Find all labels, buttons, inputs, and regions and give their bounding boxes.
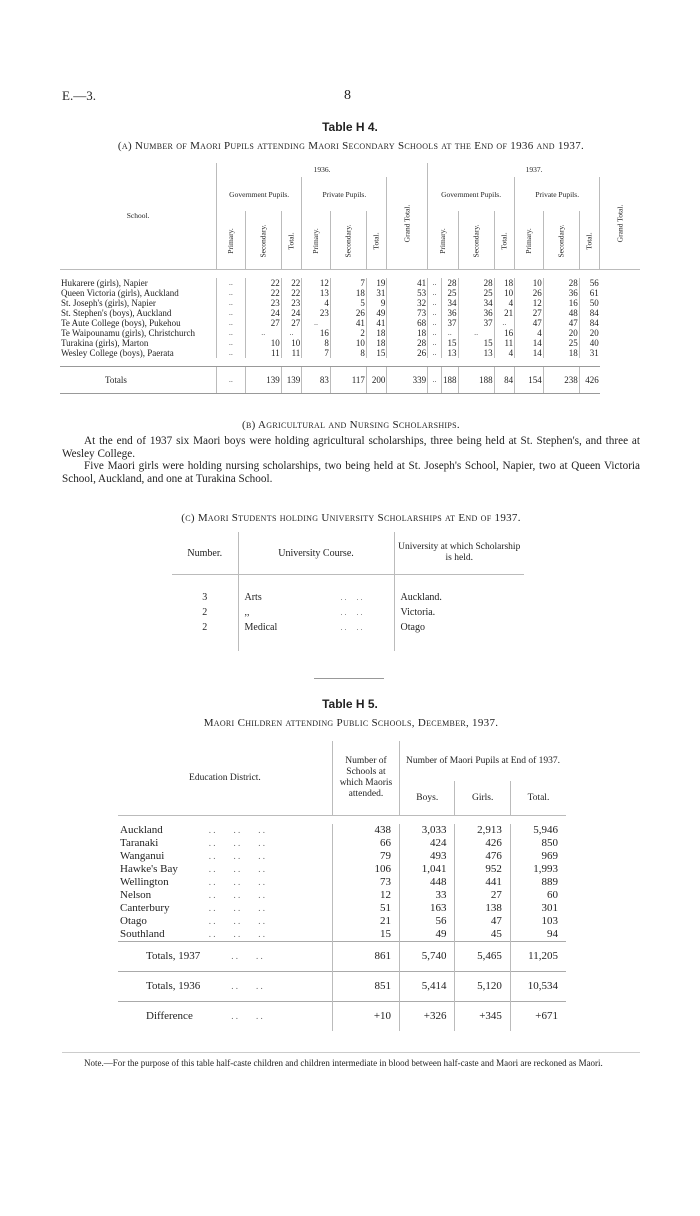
table-row (60, 288, 640, 298)
girls-count: +345 (455, 1002, 510, 1032)
schools-column-header: Number of Schools at which Maoris attended. (332, 741, 399, 816)
total-count: 850 (510, 837, 566, 850)
table-cell: .. (428, 348, 442, 358)
boys-count: 56 (400, 915, 455, 928)
table-cell: 7 (302, 348, 331, 358)
table-cell: 238 (543, 367, 579, 394)
table-cell: 36 (543, 288, 579, 298)
table-cell: .. (442, 328, 459, 338)
table-cell: 188 (458, 367, 494, 394)
table-cell: 16 (494, 328, 515, 338)
leader-dots: . . . . (202, 972, 332, 1002)
school-name: Wesley College (boys), Paerata (61, 348, 174, 358)
table-row (60, 298, 640, 308)
leader-dots: . . . . . . (204, 877, 265, 887)
table-cell: .. (217, 288, 246, 298)
table-cell: 10 (494, 288, 515, 298)
grand-total-1936-header: Grand Total. (402, 204, 412, 242)
primary-priv-1937-header: Primary. (523, 227, 533, 254)
total-count: 969 (510, 850, 566, 863)
table-cell: 200 (366, 367, 387, 394)
table-cell: 7 (330, 278, 366, 288)
boys-count: +326 (400, 1002, 455, 1032)
page-number: 8 (344, 88, 351, 103)
table-cell: .. (428, 298, 442, 308)
table-cell: .. (217, 298, 246, 308)
table-row (118, 863, 566, 876)
boys-count: 3,033 (400, 824, 455, 837)
private-pupils-1937-header: Private Pupils. (515, 177, 600, 211)
table-cell: .. (217, 367, 246, 394)
table-cell: 23 (281, 298, 302, 308)
total-count: 103 (510, 915, 566, 928)
table-cell: 37 (442, 318, 459, 328)
summary-label: Totals, 1936 (118, 972, 202, 1002)
total-gov-1937-header: Total. (499, 231, 509, 250)
table-cell: 22 (245, 278, 281, 288)
table-cell: .. (217, 318, 246, 328)
district-name: Auckland (120, 824, 163, 836)
table-cell: .. (428, 288, 442, 298)
school-name: Turakina (girls), Marton (61, 338, 149, 348)
table-cell: 18 (366, 338, 387, 348)
boys-count: 448 (400, 876, 455, 889)
table-cell: 4 (302, 298, 331, 308)
table-cell: 47 (515, 318, 544, 328)
private-pupils-1936-header: Private Pupils. (302, 177, 387, 211)
table-cell: 34 (442, 298, 459, 308)
leader-dots: . . . . (202, 942, 332, 972)
table-cell: 84 (494, 367, 515, 394)
table-cell: 28 (543, 278, 579, 288)
table-cell: 10 (330, 338, 366, 348)
table-cell: 18 (330, 288, 366, 298)
table-cell: 53 (387, 288, 428, 298)
primary-1936-header: Primary. (225, 227, 235, 254)
table-cell: 13 (442, 348, 459, 358)
table-cell: .. (217, 338, 246, 348)
table-cell: .. (428, 338, 442, 348)
table-cell: .. (428, 278, 442, 288)
table-cell: 23 (245, 298, 281, 308)
table-cell: 84 (579, 318, 600, 328)
table-cell: 27 (515, 308, 544, 318)
university-cell: Otago (394, 620, 524, 635)
table-cell: 19 (366, 278, 387, 288)
table-row (118, 889, 566, 902)
table-cell: .. (302, 318, 331, 328)
table-row (60, 328, 640, 338)
table-cell: 13 (302, 288, 331, 298)
table-row (118, 928, 566, 942)
total-priv-1937-header: Total. (584, 231, 594, 250)
table-cell: .. (245, 328, 281, 338)
university-cell: Victoria. (394, 605, 524, 620)
table-row (118, 902, 566, 915)
table-cell: .. (428, 367, 442, 394)
leader-dots: . . . . . . (204, 838, 265, 848)
boys-count: 5,414 (400, 972, 455, 1002)
gov-pupils-1936-header: Government Pupils. (217, 177, 302, 211)
table-cell: .. (428, 308, 442, 318)
table-cell: 48 (543, 308, 579, 318)
schools-count: 79 (332, 850, 399, 863)
total-count: 94 (510, 928, 566, 942)
girls-count: 476 (455, 850, 510, 863)
total-count: 889 (510, 876, 566, 889)
footnote-text: Note.—For the purpose of this table half-caste children and children intermediate in blood between half-caste and Maori are reckoned as Maori. (84, 1058, 603, 1068)
table-cell: .. (494, 318, 515, 328)
table-cell: 2 (330, 328, 366, 338)
table-cell: 26 (330, 308, 366, 318)
schools-count: 12 (332, 889, 399, 902)
school-name: Queen Victoria (girls), Auckland (61, 288, 179, 298)
total-count: 60 (510, 889, 566, 902)
district-name: Wanganui (120, 850, 165, 862)
table-cell: 15 (366, 348, 387, 358)
leader-dots: . . . . . . (204, 864, 265, 874)
table-cell: 27 (245, 318, 281, 328)
totals-row (60, 367, 640, 394)
district-name: Wellington (120, 876, 169, 888)
table-cell: 47 (543, 318, 579, 328)
table-row (172, 590, 524, 605)
table-cell: .. (217, 328, 246, 338)
table-row (172, 620, 524, 635)
agri-text (62, 435, 640, 485)
boys-count: 493 (400, 850, 455, 863)
table-cell: 50 (579, 298, 600, 308)
table-cell: 25 (442, 288, 459, 298)
table-cell: 73 (387, 308, 428, 318)
schools-count: 106 (332, 863, 399, 876)
total-count: 301 (510, 902, 566, 915)
totals-label: Totals (60, 367, 217, 394)
scholar-count: 2 (202, 607, 208, 618)
schools-count: 51 (332, 902, 399, 915)
course-cell: Medical . . . . (238, 620, 394, 635)
table-row (118, 837, 566, 850)
district-column-header: Education District. (189, 772, 261, 783)
table-h5-caption: Maori Children attending Public Schools, December, 1937. (203, 717, 499, 729)
girls-count: 952 (455, 863, 510, 876)
table-cell: .. (217, 348, 246, 358)
table-cell: 20 (543, 328, 579, 338)
girls-count: 45 (455, 928, 510, 942)
table-row (60, 278, 640, 288)
table-cell: 26 (387, 348, 428, 358)
grand-total-1937-header: Grand Total. (615, 204, 625, 242)
table-cell: 22 (281, 278, 302, 288)
girls-column-header: Girls. (455, 781, 510, 816)
table-h5-title: Table H 5. (322, 697, 378, 711)
boys-count: 163 (400, 902, 455, 915)
schools-count: +10 (332, 1002, 399, 1032)
table-cell: 28 (387, 338, 428, 348)
table-cell: 10 (245, 338, 281, 348)
summary-row (118, 942, 566, 972)
schools-count: 73 (332, 876, 399, 889)
table-row (118, 915, 566, 928)
total-count: 1,993 (510, 863, 566, 876)
girls-count: 441 (455, 876, 510, 889)
table-cell: 10 (515, 278, 544, 288)
leader-dots: . . . . . . (204, 851, 265, 861)
table-cell: 36 (458, 308, 494, 318)
school-name: Te Waipounamu (girls), Christchurch (61, 328, 195, 338)
table-cell: 18 (387, 328, 428, 338)
table-cell: .. (428, 318, 442, 328)
schools-count: 438 (332, 824, 399, 837)
footnote (62, 1058, 640, 1069)
table-cell: 49 (366, 308, 387, 318)
schools-count: 15 (332, 928, 399, 942)
table-cell: 8 (330, 348, 366, 358)
table-cell: 4 (515, 328, 544, 338)
table-cell: 61 (579, 288, 600, 298)
total-column-header: Total. (510, 781, 566, 816)
table-cell: 31 (579, 348, 600, 358)
table-cell: 34 (458, 298, 494, 308)
boys-count: 33 (400, 889, 455, 902)
table-cell: 4 (494, 348, 515, 358)
leader-dots: . . . . . . (204, 903, 265, 913)
table-cell: 22 (245, 288, 281, 298)
table-cell: .. (428, 328, 442, 338)
uni-caption: (c) Maori Students holding University Scholarships at End of 1937. (181, 512, 521, 524)
uni-scholarships-table (172, 532, 524, 651)
pupils-column-header: Number of Maori Pupils at End of 1937. (400, 741, 566, 781)
table-h4-caption: (a) Number of Maori Pupils attending Maori Secondary Schools at the End of 1936 and 1937. (117, 140, 585, 152)
girls-count: 2,913 (455, 824, 510, 837)
secondary-priv-1936-header: Secondary. (343, 223, 353, 258)
table-h5 (118, 741, 566, 1031)
gov-pupils-1937-header: Government Pupils. (428, 177, 515, 211)
table-cell: 11 (245, 348, 281, 358)
schools-count: 861 (332, 942, 399, 972)
table-cell: 21 (494, 308, 515, 318)
leader-dots: . . . . . . (204, 916, 265, 926)
table-cell: 117 (330, 367, 366, 394)
university-cell: Auckland. (394, 590, 524, 605)
schools-count: 851 (332, 972, 399, 1002)
table-cell: 24 (245, 308, 281, 318)
summary-label: Totals, 1937 (118, 942, 202, 972)
table-cell: 15 (442, 338, 459, 348)
table-cell: 14 (515, 338, 544, 348)
primary-priv-1936-header: Primary. (311, 227, 321, 254)
table-cell: 139 (245, 367, 281, 394)
table-cell: .. (458, 328, 494, 338)
table-cell: 9 (366, 298, 387, 308)
table-cell: 83 (302, 367, 331, 394)
year-1937-header: 1937. (428, 163, 640, 177)
table-cell: 26 (515, 288, 544, 298)
total-count: +671 (510, 1002, 566, 1032)
leader-dots: . . . . . . (204, 825, 265, 835)
table-cell: 11 (281, 348, 302, 358)
course-cell: Arts . . . . (238, 590, 394, 605)
table-cell: 154 (515, 367, 544, 394)
course-cell: ,, . . . . (238, 605, 394, 620)
table-cell: 23 (302, 308, 331, 318)
district-name: Nelson (120, 889, 152, 901)
table-cell: 426 (579, 367, 600, 394)
total-priv-1936-header: Total. (371, 231, 381, 250)
secondary-priv-1937-header: Secondary. (556, 223, 566, 258)
table-cell: 36 (442, 308, 459, 318)
number-column-header: Number. (172, 532, 238, 575)
table-cell: 28 (442, 278, 459, 288)
table-cell: 31 (366, 288, 387, 298)
girls-count: 27 (455, 889, 510, 902)
table-cell: 56 (579, 278, 600, 288)
table-row (118, 824, 566, 837)
table-cell: 84 (579, 308, 600, 318)
girls-count: 47 (455, 915, 510, 928)
table-cell: 15 (458, 338, 494, 348)
school-name: Te Aute College (boys), Pukehou (61, 318, 181, 328)
table-cell: 139 (281, 367, 302, 394)
note-divider (62, 1052, 640, 1053)
table-cell: 14 (515, 348, 544, 358)
table-row (172, 605, 524, 620)
district-name: Otago (120, 915, 147, 927)
district-name: Hawke's Bay (120, 863, 178, 875)
primary-1937-header: Primary. (437, 227, 447, 254)
table-cell: 11 (494, 338, 515, 348)
agri-caption: (b) Agricultural and Nursing Scholarships. (242, 419, 460, 431)
table-cell: 5 (330, 298, 366, 308)
table-cell: 27 (281, 318, 302, 328)
summary-label: Difference (118, 1002, 202, 1032)
table-row (60, 348, 640, 358)
school-name: St. Joseph's (girls), Napier (61, 298, 156, 308)
total-gov-1936-header: Total. (286, 231, 296, 250)
section-divider (314, 678, 384, 679)
schools-count: 66 (332, 837, 399, 850)
summary-row (118, 972, 566, 1002)
district-name: Canterbury (120, 902, 170, 914)
leader-dots: . . . . . . (204, 929, 265, 939)
district-name: Southland (120, 928, 165, 940)
table-cell: 18 (543, 348, 579, 358)
total-count: 5,946 (510, 824, 566, 837)
girls-count: 5,120 (455, 972, 510, 1002)
table-cell: 68 (387, 318, 428, 328)
table-cell: 16 (543, 298, 579, 308)
district-name: Taranaki (120, 837, 159, 849)
table-cell: 12 (302, 278, 331, 288)
table-cell: 41 (387, 278, 428, 288)
table-cell: 18 (494, 278, 515, 288)
year-1936-header: 1936. (217, 163, 428, 177)
total-count: 11,205 (510, 942, 566, 972)
secondary-1937-header: Secondary. (471, 223, 481, 258)
table-cell: 20 (579, 328, 600, 338)
university-column-header: University at which Scholarship is held. (394, 532, 524, 575)
summary-row (118, 1002, 566, 1032)
course-column-header: University Course. (238, 532, 394, 575)
scholar-count: 3 (202, 592, 208, 603)
table-row (118, 850, 566, 863)
table-cell: 37 (458, 318, 494, 328)
leader-dots: . . . . (202, 1002, 332, 1032)
table-cell: 8 (302, 338, 331, 348)
boys-count: 1,041 (400, 863, 455, 876)
table-cell: .. (281, 328, 302, 338)
table-cell: 32 (387, 298, 428, 308)
table-cell: 22 (281, 288, 302, 298)
agri-paragraph-2: Five Maori girls were holding nursing scholarships, two being held at St. Joseph's School, Napier, two at Queen Victoria School, Auckland, and one at Turakina School. (62, 460, 640, 485)
table-cell: 41 (366, 318, 387, 328)
table-cell: 25 (543, 338, 579, 348)
school-name: St. Stephen's (boys), Auckland (61, 308, 172, 318)
school-name: Hukarere (girls), Napier (61, 278, 148, 288)
table-cell: 28 (458, 278, 494, 288)
table-h4-title: Table H 4. (322, 120, 378, 134)
table-row (60, 318, 640, 328)
table-row (60, 308, 640, 318)
girls-count: 138 (455, 902, 510, 915)
table-cell: 40 (579, 338, 600, 348)
secondary-1936-header: Secondary. (258, 223, 268, 258)
report-code: E.—3. (62, 88, 96, 103)
table-cell: 13 (458, 348, 494, 358)
girls-count: 5,465 (455, 942, 510, 972)
boys-count: 5,740 (400, 942, 455, 972)
table-h4 (60, 163, 640, 394)
table-row (118, 876, 566, 889)
schools-count: 21 (332, 915, 399, 928)
table-cell: 18 (366, 328, 387, 338)
school-column-header: School. (126, 211, 150, 220)
table-cell: 4 (494, 298, 515, 308)
boys-count: 424 (400, 837, 455, 850)
table-cell: 24 (281, 308, 302, 318)
table-cell: 188 (442, 367, 459, 394)
table-cell: 16 (302, 328, 331, 338)
leader-dots: . . . . . . (204, 890, 265, 900)
table-cell: .. (217, 308, 246, 318)
girls-count: 426 (455, 837, 510, 850)
total-count: 10,534 (510, 972, 566, 1002)
table-row (60, 338, 640, 348)
boys-column-header: Boys. (400, 781, 455, 816)
table-cell: 339 (387, 367, 428, 394)
table-cell: .. (217, 278, 246, 288)
agri-paragraph-1: At the end of 1937 six Maori boys were holding agricultural scholarships, three being held at St. Stephen's, and three at Wesley College. (62, 435, 640, 460)
table-cell: 41 (330, 318, 366, 328)
scholar-count: 2 (202, 622, 208, 633)
table-cell: 12 (515, 298, 544, 308)
table-cell: 25 (458, 288, 494, 298)
boys-count: 49 (400, 928, 455, 942)
table-cell: 10 (281, 338, 302, 348)
